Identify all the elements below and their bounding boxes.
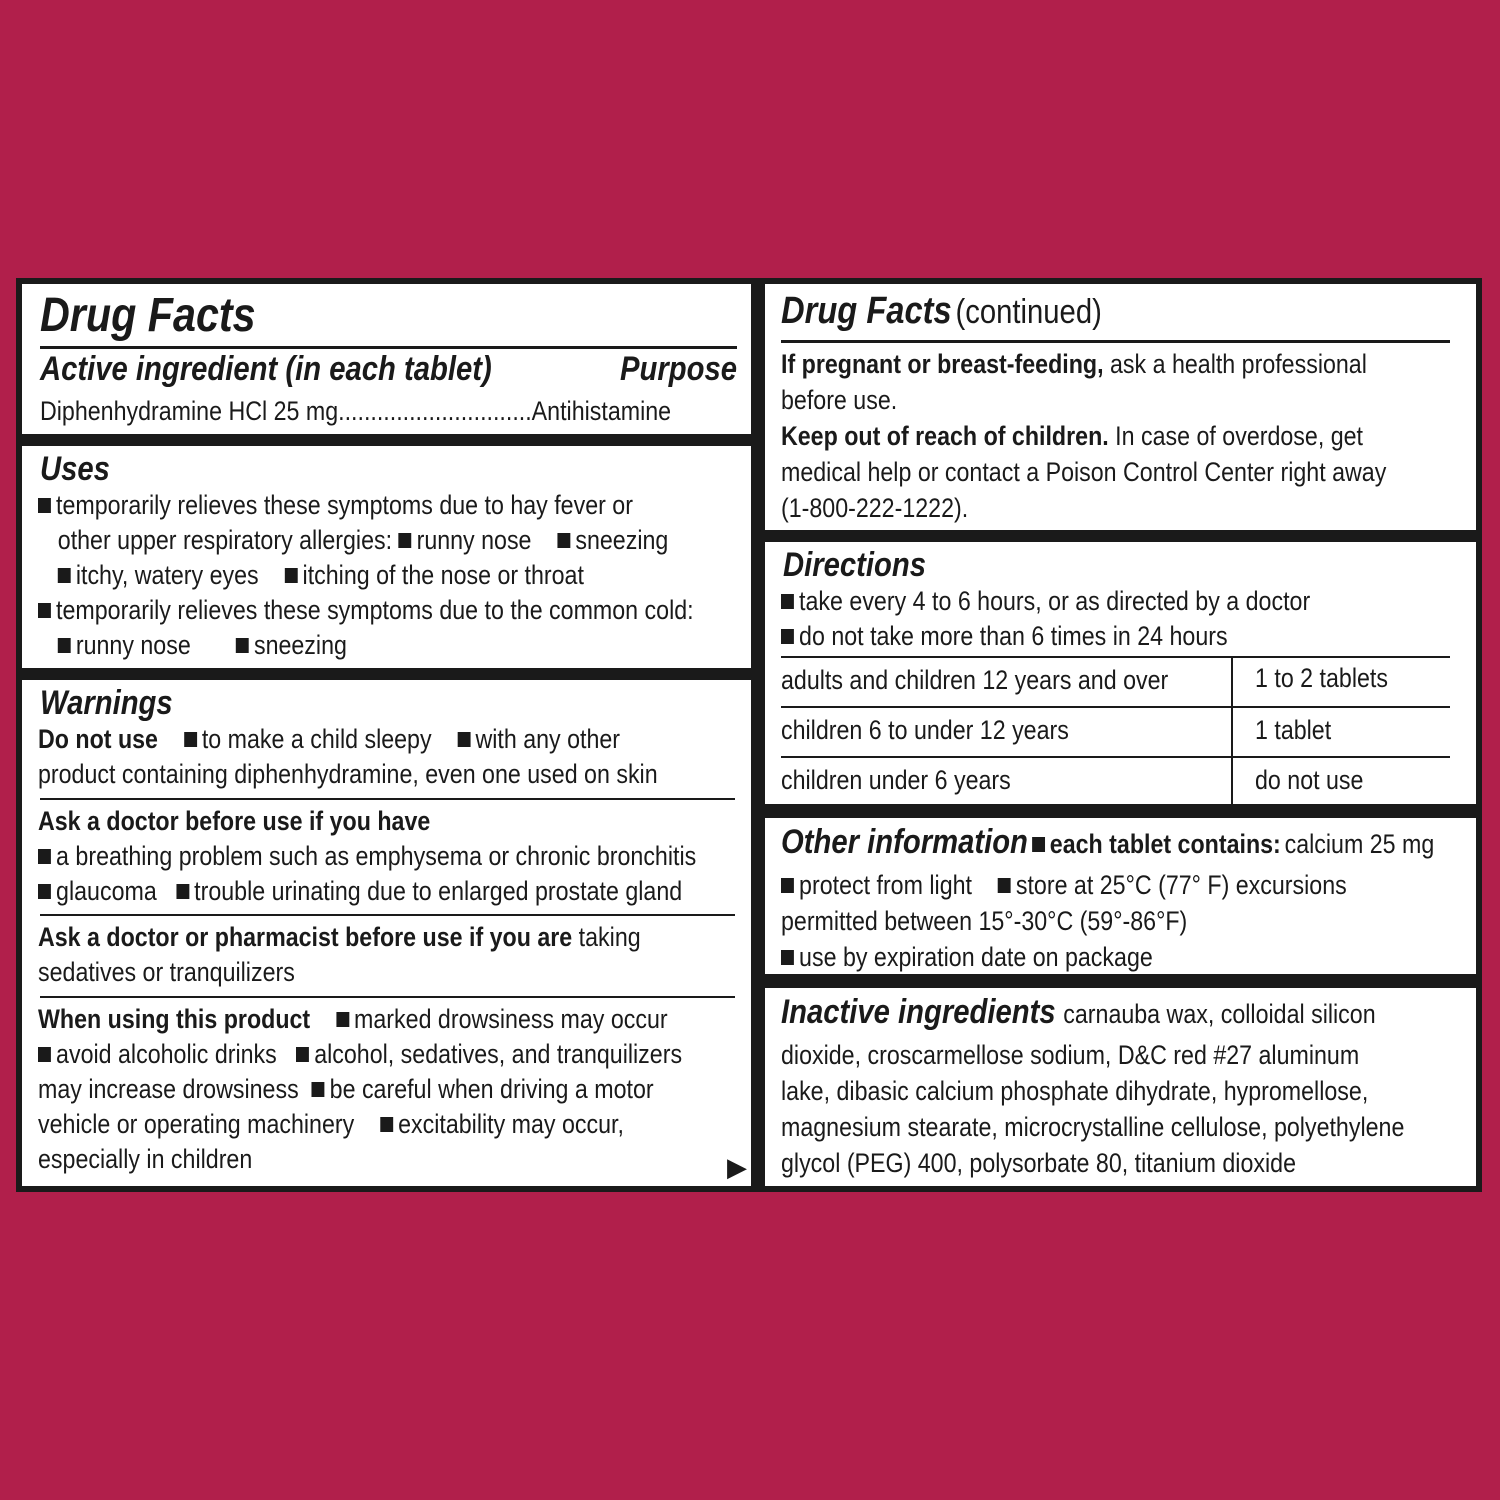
direction-2: do not take more than 6 times in 24 hours (799, 621, 1228, 651)
uses-panel (22, 446, 751, 668)
warnings-divider (40, 914, 735, 916)
do-not-use-heading: Do not use (38, 724, 158, 754)
uses-line-1: temporarily relieves these symptoms due to hay fever or (56, 490, 633, 520)
bullet-icon (781, 629, 794, 644)
bullet-icon (38, 498, 51, 513)
wu-drowsiness: marked drowsiness may occur (354, 1004, 668, 1034)
bullet-icon (236, 638, 249, 653)
pregnant-text-2: before use. (781, 385, 898, 415)
uses-cold-runny-nose: runny nose (75, 630, 191, 660)
bullet-icon (184, 732, 197, 747)
wu-driving: be careful when driving a motor (329, 1074, 654, 1104)
inactive-line-2: dioxide, croscarmellose sodium, D&C red #27 aluminum (781, 1040, 1360, 1070)
dnu-diphenhydramine: product containing diphenhydramine, even one used on skin (38, 759, 658, 789)
continued-title: Drug Facts (781, 290, 952, 332)
inactive-line-5: glycol (PEG) 400, polysorbate 80, titanium dioxide (781, 1148, 1296, 1178)
keep-out-text: In case of overdose, get (1115, 421, 1364, 451)
purpose-heading: Purpose (619, 350, 737, 388)
uses-runny-nose: runny nose (416, 525, 532, 555)
keep-out-heading: Keep out of reach of children. (781, 421, 1109, 451)
wu-excitability: excitability may occur, (398, 1109, 624, 1139)
bullet-icon (1032, 837, 1045, 852)
warnings-divider (40, 996, 735, 998)
drug-facts-label (16, 278, 1482, 1192)
bullet-icon (781, 594, 794, 609)
wu-children: especially in children (38, 1144, 253, 1174)
ad-urinating: trouble urinating due to enlarged prostate gland (194, 876, 683, 906)
dose-who: children 6 to under 12 years (781, 715, 1069, 745)
each-tablet-heading: each tablet contains: (1049, 829, 1281, 859)
poison-control-phone: (1-800-222-1222). (781, 493, 969, 523)
title-divider (781, 340, 1450, 343)
continue-arrow-icon: ▶ (727, 1152, 747, 1182)
wu-sedatives: alcohol, sedatives, and tranquilizers (314, 1039, 683, 1069)
continued-panel (765, 284, 1476, 530)
expiration: use by expiration date on package (799, 942, 1153, 972)
bullet-icon (38, 1047, 51, 1062)
uses-line-2: other upper respiratory allergies: (57, 525, 393, 555)
uses-cold-sneezing: sneezing (253, 630, 347, 660)
drug-facts-title: Drug Facts (40, 289, 256, 342)
bullet-icon (998, 878, 1011, 893)
ap-taking: taking (578, 922, 641, 952)
bullet-icon (296, 1047, 309, 1062)
warnings-divider (40, 798, 735, 800)
ask-doctor-heading: Ask a doctor before use if you have (38, 806, 431, 836)
ask-pharmacist-heading: Ask a doctor or pharmacist before use if you are (38, 922, 573, 952)
dose-who: children under 6 years (781, 765, 1011, 795)
bullet-icon (399, 533, 412, 548)
dose-amount: do not use (1255, 765, 1364, 795)
each-tablet-text: calcium 25 mg (1284, 829, 1435, 859)
warnings-panel (22, 680, 751, 1186)
bullet-icon (781, 950, 794, 965)
dnu-other-product: with any other (475, 724, 621, 754)
uses-itchy-eyes: itchy, watery eyes (75, 560, 259, 590)
continued-label: (continued) (955, 293, 1102, 331)
pregnant-heading: If pregnant or breast-feeding, (781, 349, 1104, 379)
ad-glaucoma: glaucoma (56, 876, 157, 906)
when-using-heading: When using this product (38, 1004, 311, 1034)
table-row (781, 658, 1450, 706)
bullet-icon (38, 884, 51, 899)
dnu-child-sleepy: to make a child sleepy (201, 724, 432, 754)
bullet-icon (38, 849, 51, 864)
bullet-icon (58, 568, 71, 583)
bullet-icon (336, 1012, 349, 1027)
inactive-line-1: carnauba wax, colloidal silicon (1063, 999, 1376, 1029)
bullet-icon (557, 533, 570, 548)
table-row (781, 758, 1450, 804)
dose-amount: 1 to 2 tablets (1255, 663, 1388, 693)
title-divider (40, 346, 737, 349)
other-information-panel (765, 818, 1476, 974)
store-temp: store at 25°C (77° F) excursions (1015, 870, 1347, 900)
directions-heading: Directions (783, 546, 926, 584)
ap-sedatives: sedatives or tranquilizers (38, 957, 295, 987)
uses-itching-nose: itching of the nose or throat (302, 560, 584, 590)
bullet-icon (176, 884, 189, 899)
directions-panel (765, 542, 1476, 804)
inactive-ingredients-panel (765, 988, 1476, 1186)
active-ingredient-panel (22, 284, 751, 434)
active-ingredient-heading: Active ingredient (in each tablet) (40, 350, 492, 388)
direction-1: take every 4 to 6 hours, or as directed by a doctor (799, 586, 1311, 616)
uses-sneezing: sneezing (575, 525, 669, 555)
bullet-icon (312, 1082, 325, 1097)
inactive-line-4: magnesium stearate, microcrystalline cellulose, polyethylene (781, 1112, 1405, 1142)
pregnant-text: ask a health professional (1110, 349, 1367, 379)
wu-machinery: vehicle or operating machinery (38, 1109, 355, 1139)
wu-alcoholic: avoid alcoholic drinks (56, 1039, 277, 1069)
bullet-icon (58, 638, 71, 653)
wu-increase: may increase drowsiness (38, 1074, 299, 1104)
ingredient-purpose: Antihistamine (531, 396, 672, 426)
ad-breathing: a breathing problem such as emphysema or chronic bronchitis (56, 841, 697, 871)
ingredient-name: Diphenhydramine HCl 25 mg (40, 396, 339, 426)
inactive-line-3: lake, dibasic calcium phosphate dihydrate, hypromellose, (781, 1076, 1369, 1106)
warnings-heading: Warnings (40, 684, 173, 722)
inactive-heading: Inactive ingredients (781, 993, 1056, 1031)
bullet-icon (781, 878, 794, 893)
bullet-icon (380, 1117, 393, 1132)
store-range: permitted between 15°-30°C (59°-86°F) (781, 906, 1188, 936)
table-row (781, 708, 1450, 756)
bullet-icon (284, 568, 297, 583)
dose-who: adults and children 12 years and over (781, 665, 1169, 695)
bullet-icon (457, 732, 470, 747)
dose-amount: 1 tablet (1255, 715, 1332, 745)
other-info-heading: Other information (781, 823, 1028, 861)
protect-light: protect from light (799, 870, 972, 900)
ingredient-dots: .............................. (338, 396, 532, 426)
uses-heading: Uses (40, 450, 110, 488)
keep-out-text-2: medical help or contact a Poison Control Center right away (781, 457, 1387, 487)
uses-line-4: temporarily relieves these symptoms due to the common cold: (56, 595, 694, 625)
bullet-icon (38, 603, 51, 618)
